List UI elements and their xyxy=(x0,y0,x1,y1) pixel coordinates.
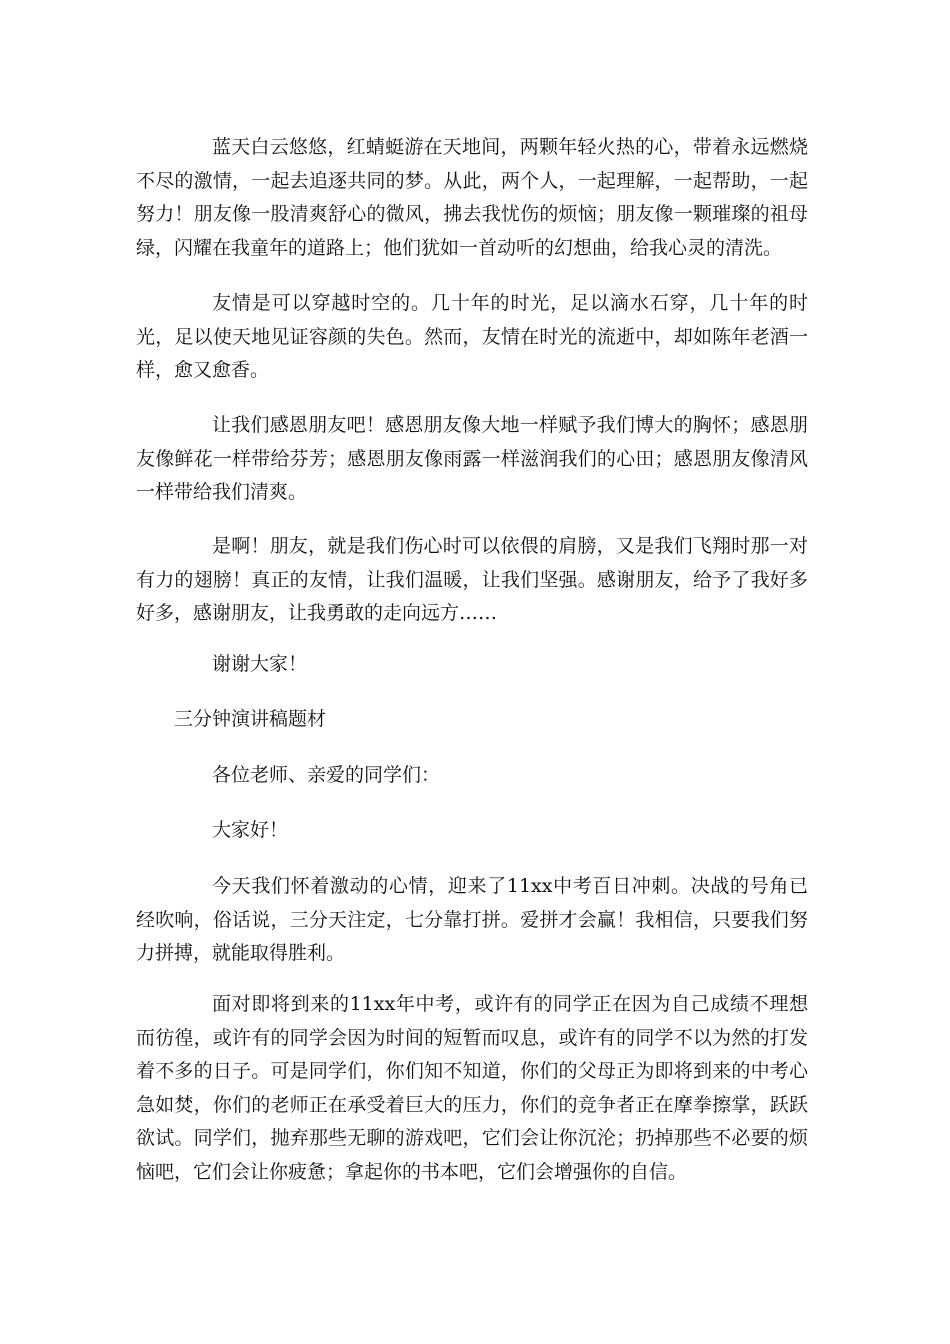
paragraph-gratitude: 让我们感恩朋友吧！感恩朋友像大地一样赋予我们博大的胸怀；感恩朋友像鲜花一样带给芬芳；感恩朋友像雨露一样滋润我们的心田；感恩朋友像清风一样带给我们清爽。 xyxy=(136,414,808,503)
paragraph-hello: 大家好！ xyxy=(212,819,289,841)
paragraph-sprint: 今天我们怀着激动的心情，迎来了11xx中考百日冲刺。决战的号角已经吹响，俗话说，三分天注定，七分靠打拼。爱拼才会赢！我相信，只要我们努力拼搏，就能取得胜利。 xyxy=(136,875,808,964)
paragraph-exam: 面对即将到来的11xx年中考，或许有的同学正在因为自己成绩不理想而彷徨，或许有的同学会因为时间的短暂而叹息，或许有的同学不以为然的打发着不多的日子。可是同学们，你们知不知道，你们的父母正为即将到来的中考心急如焚，你们的老师正在承受着巨大的压力，你们的竞争者正在摩拳擦掌，跃跃欲试。同学们，抛弃那些无聊的游戏吧，它们会让你沉沦；扔掉那些不必要的烦恼吧，它们会让你疲惫；拿起你的书本吧，它们会增强你的自信。 xyxy=(136,993,808,1183)
paragraph-shoulder: 是啊！朋友，就是我们伤心时可以依偎的肩膀，又是我们飞翔时那一对有力的翅膀！真正的友情，让我们温暖，让我们坚强。感谢朋友，给予了我好多好多，感谢朋友，让我勇敢的走向远方…… xyxy=(136,535,808,624)
paragraph-greeting: 各位老师、亲爱的同学们： xyxy=(212,764,441,786)
section-title: 三分钟演讲稿题材 xyxy=(174,708,327,730)
paragraph-thanks: 谢谢大家！ xyxy=(212,653,308,675)
paragraph-blue-sky: 蓝天白云悠悠，红蜻蜓游在天地间，两颗年轻火热的心，带着永远燃烧不尽的激情，一起去追逐共同的梦。从此，两个人，一起理解，一起帮助，一起努力！朋友像一股清爽舒心的微风，拂去我忧伤的烦恼；朋友像一颗璀璨的祖母绿，闪耀在我童年的道路上；他们犹如一首动听的幻想曲，给我心灵的清洗。 xyxy=(136,136,808,259)
paragraph-friendship-time: 友情是可以穿越时空的。几十年的时光，足以滴水石穿，几十年的时光，足以使天地见证容颜的失色。然而，友情在时光的流逝中，却如陈年老酒一样，愈又愈香。 xyxy=(136,292,808,381)
